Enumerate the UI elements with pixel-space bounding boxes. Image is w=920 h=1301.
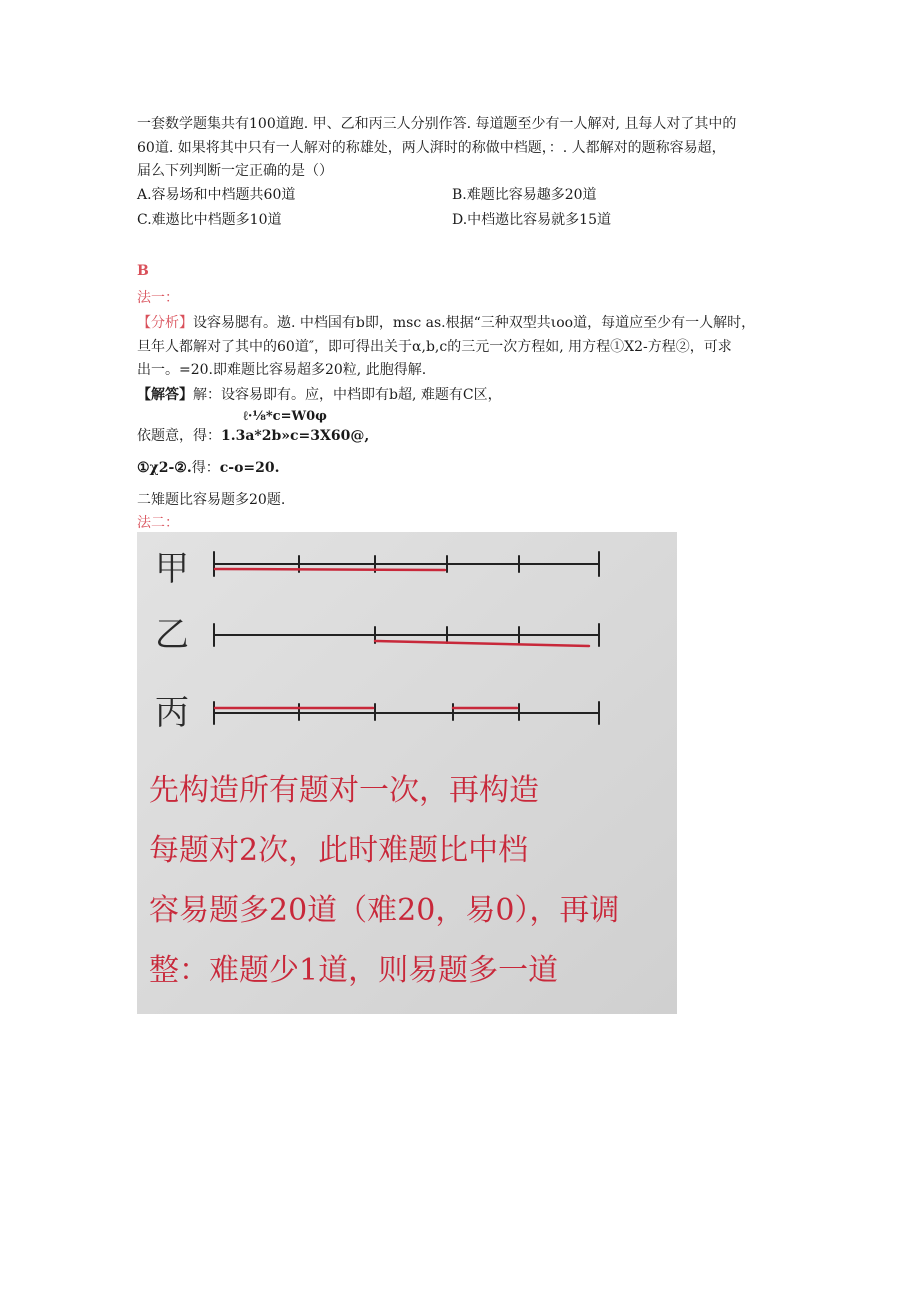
solution-prefix-3: ①χ2-②. bbox=[137, 460, 192, 476]
solution-prefix-2: 依题意，得： bbox=[137, 428, 221, 444]
solution-line-3 bbox=[137, 456, 280, 480]
method-1-label: 法一： bbox=[137, 290, 179, 306]
solution-tag: 【解答】 bbox=[137, 387, 193, 403]
option-a: A.容易场和中档题共60道 bbox=[137, 187, 296, 203]
option-c: C.难遨比中档题多10道 bbox=[137, 212, 282, 228]
question-line-2: 60道. 如果将其中只有一人解对的称雄处，两人湃时的称做中档题，：. 人都解对的题称容易超， bbox=[137, 140, 726, 156]
equation-2: 1.3a*2b»c=3X60@, bbox=[221, 428, 370, 444]
handwritten-line-3: 容易题多20道（难20，易0），再调 bbox=[149, 893, 620, 928]
option-d: D.中档遨比容易就多15道 bbox=[452, 212, 611, 228]
method-2-label: 法二： bbox=[137, 515, 179, 531]
analysis-text-1: 设容易腮有。遨. 中档国有b即，msc as.根据“三种双型共ιoo道，每道应至少有一人解时， bbox=[193, 315, 756, 331]
equation-3: c-o=20. bbox=[219, 460, 280, 476]
solution-text-1: 解：设容易即有。应，中档即有b超, 难题有C区， bbox=[193, 387, 502, 403]
row-label-jia: 甲 bbox=[155, 549, 189, 589]
analysis-line-2: 旦年人都解对了其中的60道″，即可得出关于α,b,c的三元一次方程如, 用方程①X2-方程②，可求 bbox=[137, 339, 732, 355]
handwritten-line-1: 先构造所有题对一次，再构造 bbox=[149, 773, 539, 808]
question-line-3: 届么下列判断一定正确的是（） bbox=[137, 163, 333, 179]
handwritten-drawing bbox=[137, 532, 677, 1014]
analysis-tag: 【分析】 bbox=[137, 315, 193, 331]
answer-letter: B bbox=[137, 263, 149, 279]
analysis-line-3: 出一。=20.即难题比容易超多20粒, 此胞得解. bbox=[137, 362, 427, 378]
solution-mid-3: 得： bbox=[191, 460, 220, 476]
solution-line-2 bbox=[137, 424, 369, 448]
solution-line-1 bbox=[137, 383, 502, 407]
handwritten-line-4: 整：难题少1道，则易题多一道 bbox=[149, 953, 559, 988]
handwritten-line-2: 每题对2次，此时难题比中档 bbox=[149, 833, 529, 868]
solution-conclusion: 二雉题比容易题多20题. bbox=[137, 492, 286, 508]
analysis-line-1 bbox=[137, 311, 755, 335]
handwritten-solution-photo bbox=[137, 532, 677, 1014]
option-b: B.难题比容易趣多20道 bbox=[452, 187, 597, 203]
equation-1: ℓ·⅛*c=W0φ bbox=[243, 409, 327, 424]
row-label-bing: 丙 bbox=[155, 693, 189, 733]
row-label-yi: 乙 bbox=[155, 615, 189, 655]
question-line-1: 一套数学题集共有100道跑. 甲、乙和丙三人分别作答. 每道题至少有一人解对, 且每人对了其中的 bbox=[137, 116, 737, 132]
